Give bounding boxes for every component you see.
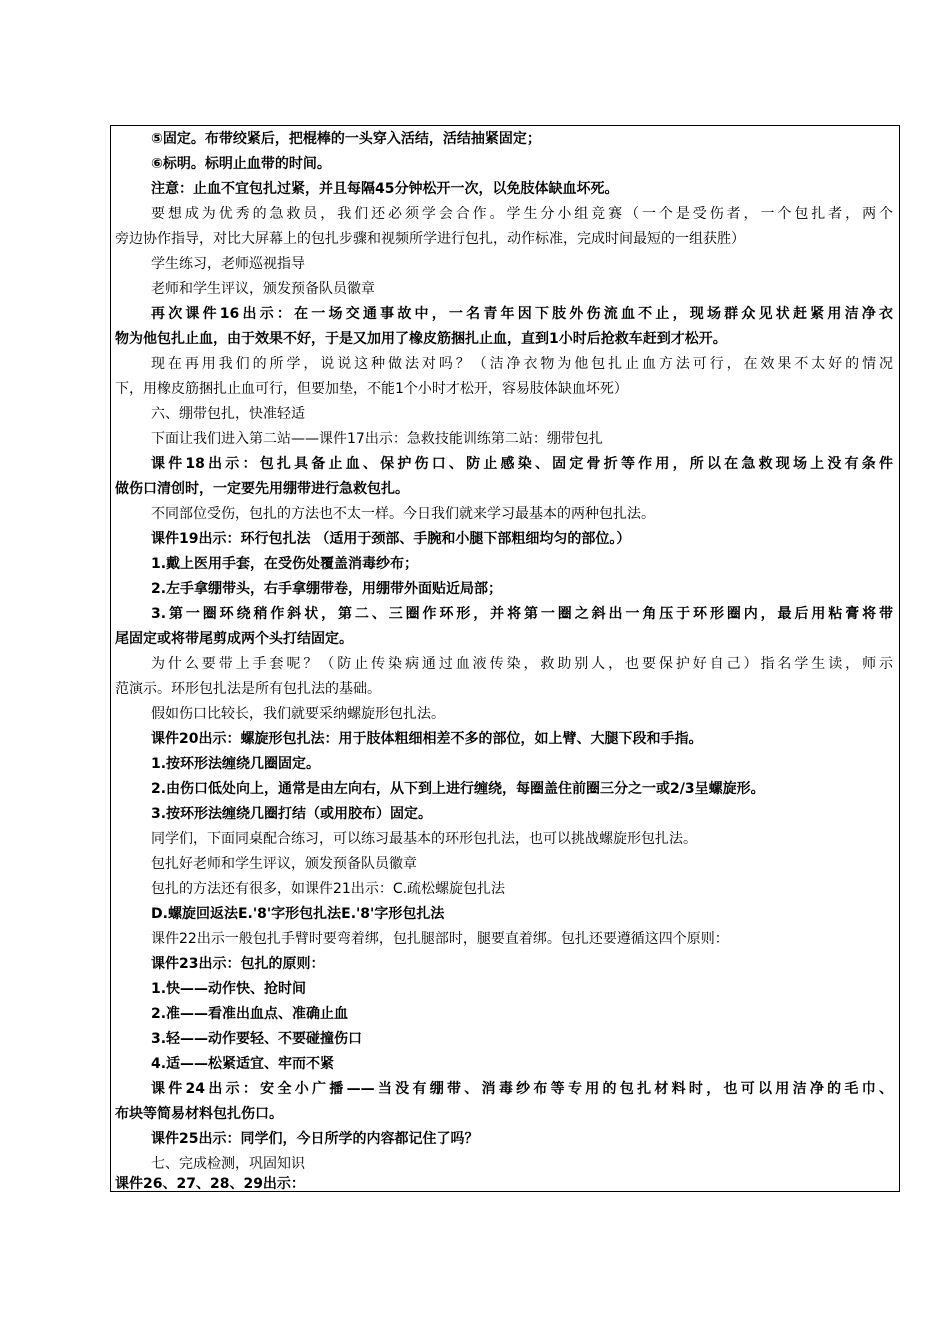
- text-line: 同学们，下面同桌配合练习，可以练习最基本的环形包扎法，也可以挑战螺旋形包扎法。: [151, 831, 697, 847]
- text-line: 不同部位受伤，包扎的方法也不太一样。今日我们就来学习最基本的两种包扎法。: [151, 506, 655, 522]
- text-line: 3.第一圈环绕稍作斜状，第二、三圈作环形，并将第一圈之斜出一角压于环形圈内，最后用粘膏将带: [151, 606, 893, 622]
- text-line: 下面让我们进入第二站——课件17出示：急救技能训练第二站：绷带包扎: [151, 431, 603, 447]
- text-line: 做伤口清创时，一定要先用绷带进行急救包扎。: [115, 481, 409, 497]
- text-line: 旁边协作指导，对比大屏幕上的包扎步骤和视频所学进行包扎，动作标准，完成时间最短的一组获胜）: [115, 231, 745, 247]
- text-line: 再次课件16出示：在一场交通事故中，一名青年因下肢外伤流血不止，现场群众见状赶紧用洁净衣: [151, 306, 893, 322]
- text-line: 3.按环形法缠绕几圈打结（或用胶布）固定。: [151, 806, 433, 822]
- text-line: 物为他包扎止血，由于效果不好，于是又加用了橡皮筋捆扎止血，直到1小时后抢救车赶到才松开。: [115, 331, 727, 347]
- text-line: 假如伤口比较长，我们就要采纳螺旋形包扎法。: [151, 706, 445, 722]
- text-line: 2.左手拿绷带头，右手拿绷带卷，用绷带外面贴近局部；: [151, 581, 503, 597]
- text-line: 学生练习，老师巡视指导: [151, 256, 305, 272]
- text-line: 2.由伤口低处向上，通常是由左向右，从下到上进行缠绕，每圈盖住前圈三分之一或2/3呈螺旋形。: [151, 781, 765, 797]
- text-line: 1.戴上医用手套，在受伤处覆盖消毒纱布；: [151, 556, 419, 572]
- text-line: 范演示。环形包扎法是所有包扎法的基础。: [115, 681, 381, 697]
- text-line: 包扎好老师和学生评议，颁发预备队员徽章: [151, 856, 417, 872]
- text-line: 2.准——看准出血点、准确止血: [151, 1006, 349, 1022]
- text-line: D.螺旋回返法E.'8'字形包扎法E.'8'字形包扎法: [151, 906, 445, 922]
- text-line: 课件23出示：包扎的原则：: [151, 956, 325, 972]
- lesson-plan-table-cell: [110, 125, 900, 1192]
- text-line: 下，用橡皮筋捆扎止血可行，但要加垫，不能1个小时才松开，容易肢体缺血坏死）: [115, 381, 628, 397]
- text-line: 课件19出示：环行包扎法 （适用于颈部、手腕和小腿下部粗细均匀的部位。）: [151, 531, 631, 547]
- text-line: 课件25出示：同学们，今日所学的内容都记住了吗？: [151, 1131, 479, 1147]
- text-line: 课件26、27、28、29出示：: [115, 1176, 305, 1192]
- text-line: 课件22出示一般包扎手臂时要弯着绑，包扎腿部时，腿要直着绑。包扎还要遵循这四个原则：: [151, 931, 729, 947]
- text-line: 尾固定或将带尾剪成两个头打结固定。: [115, 631, 353, 647]
- text-line: 现在再用我们的所学，说说这种做法对吗？（洁净衣物为他包扎止血方法可行，在效果不太好的情况: [151, 356, 893, 372]
- section-heading: 六、绷带包扎，快准轻适: [151, 406, 305, 422]
- text-line: 注意：止血不宜包扎过紧，并且每隔45分钟松开一次，以免肢体缺血坏死。: [151, 181, 619, 197]
- section-heading: 七、完成检测，巩固知识: [151, 1156, 305, 1172]
- text-line: 课件20出示：螺旋形包扎法：用于肢体粗细相差不多的部位，如上臂、大腿下段和手指。: [151, 731, 703, 747]
- text-line: 课件24出示：安全小广播——当没有绷带、消毒纱布等专用的包扎材料时，也可以用洁净的毛巾、: [151, 1081, 893, 1097]
- text-line: 1.快——动作快、抢时间: [151, 981, 307, 997]
- text-line: 包扎的方法还有很多，如课件21出示：C.疏松螺旋包扎法: [151, 881, 506, 897]
- text-line: 4.适——松紧适宜、牢而不紧: [151, 1056, 335, 1072]
- text-line: 3.轻——动作要轻、不要碰撞伤口: [151, 1031, 363, 1047]
- text-line: 为什么要带上手套呢？（防止传染病通过血液传染，救助别人，也要保护好自己）指名学生读，师示: [151, 656, 893, 672]
- text-line: ⑤固定。布带绞紧后，把棍棒的一头穿入活结，活结抽紧固定；: [151, 131, 541, 147]
- text-line: 要想成为优秀的急救员，我们还必须学会合作。学生分小组竞赛（一个是受伤者，一个包扎者，两个: [151, 206, 893, 222]
- text-line: 1.按环形法缠绕几圈固定。: [151, 756, 321, 772]
- text-line: 布块等简易材料包扎伤口。: [115, 1106, 283, 1122]
- text-line: 老师和学生评议，颁发预备队员徽章: [151, 281, 375, 297]
- text-line: ⑥标明。标明止血带的时间。: [151, 156, 331, 172]
- text-line: 课件18出示：包扎具备止血、保护伤口、防止感染、固定骨折等作用，所以在急救现场上没有条件: [151, 456, 893, 472]
